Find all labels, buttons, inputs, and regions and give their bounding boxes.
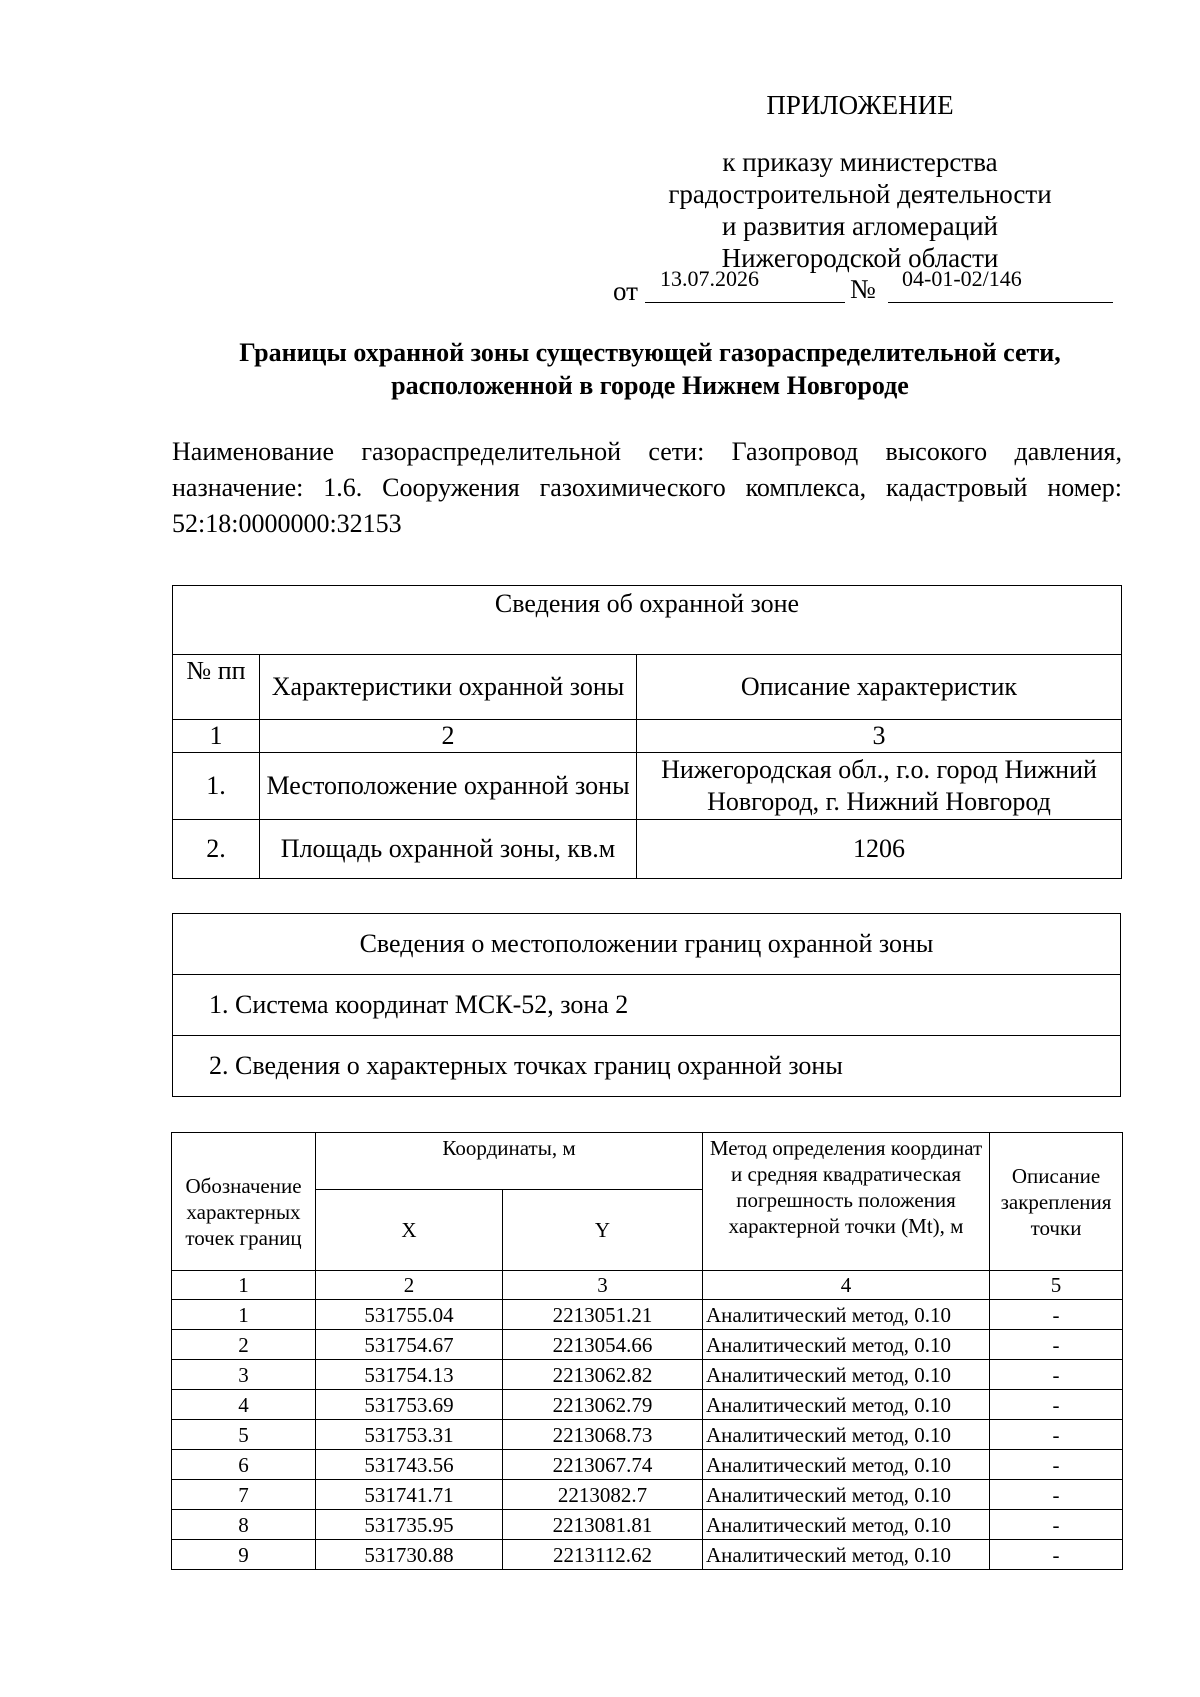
- x-cell: 531754.13: [316, 1360, 503, 1390]
- table-row: [172, 1300, 1123, 1330]
- y-cell: 2213062.79: [503, 1390, 703, 1420]
- points-info-item: 2. Сведения о характерных точках границ охранной зоны: [173, 1036, 1121, 1097]
- method-cell: Аналитический метод, 0.10: [703, 1300, 990, 1330]
- point-cell: 3: [172, 1360, 316, 1390]
- document-title: [120, 336, 1180, 402]
- x-cell: 531735.95: [316, 1510, 503, 1540]
- point-cell: 9: [172, 1540, 316, 1570]
- point-cell: 5: [172, 1420, 316, 1450]
- column-number: 1: [172, 1271, 316, 1300]
- x-cell: 531755.04: [316, 1300, 503, 1330]
- table-row: [172, 1360, 1123, 1390]
- method-header: Метод определения координат и средняя квадратическая погрешность положения характерной точки (Mt), м: [703, 1133, 990, 1271]
- column-number: 5: [990, 1271, 1123, 1300]
- column-number: 1: [173, 720, 260, 753]
- column-number: 3: [503, 1271, 703, 1300]
- title-line: Границы охранной зоны существующей газораспределительной сети,: [239, 338, 1061, 367]
- column-number: 2: [260, 720, 637, 753]
- x-cell: 531730.88: [316, 1540, 503, 1570]
- column-number: 4: [703, 1271, 990, 1300]
- method-cell: Аналитический метод, 0.10: [703, 1390, 990, 1420]
- column-number: 2: [316, 1271, 503, 1300]
- location-table: [172, 913, 1121, 1097]
- point-cell: 8: [172, 1510, 316, 1540]
- fixing-cell: -: [990, 1390, 1123, 1420]
- method-cell: Аналитический метод, 0.10: [703, 1420, 990, 1450]
- point-cell: 6: [172, 1450, 316, 1480]
- method-cell: Аналитический метод, 0.10: [703, 1330, 990, 1360]
- point-cell: 7: [172, 1480, 316, 1510]
- fixing-cell: -: [990, 1300, 1123, 1330]
- order-line: и развития агломераций: [721, 211, 998, 241]
- fixing-cell: -: [990, 1330, 1123, 1360]
- x-cell: 531753.69: [316, 1390, 503, 1420]
- characteristic-cell: Площадь охранной зоны, кв.м: [260, 820, 637, 879]
- number-label: №: [850, 274, 876, 304]
- y-cell: 2213051.21: [503, 1300, 703, 1330]
- fixing-header: Описание закрепления точки: [990, 1133, 1123, 1271]
- table-row: [172, 1510, 1123, 1540]
- x-cell: 531753.31: [316, 1420, 503, 1450]
- y-cell: 2213067.74: [503, 1450, 703, 1480]
- points-table: [171, 1132, 1123, 1570]
- date-label: от: [613, 276, 638, 306]
- designation-header: Обозначение характерных точек границ: [172, 1133, 316, 1271]
- table-row: [172, 1390, 1123, 1420]
- table-row: [172, 1420, 1123, 1450]
- order-reference: [600, 146, 1120, 274]
- fixing-cell: -: [990, 1420, 1123, 1450]
- method-cell: Аналитический метод, 0.10: [703, 1510, 990, 1540]
- order-line: к приказу министерства: [722, 147, 998, 177]
- fixing-cell: -: [990, 1480, 1123, 1510]
- order-number: 04-01-02/146: [902, 266, 1022, 291]
- column-header: № пп: [173, 655, 260, 720]
- point-cell: 1: [172, 1300, 316, 1330]
- y-header: Y: [503, 1190, 703, 1271]
- table-row: [172, 1540, 1123, 1570]
- description-cell: 1206: [637, 820, 1122, 879]
- title-line: расположенной в городе Нижнем Новгороде: [391, 371, 909, 400]
- network-description: Наименование газораспределительной сети: Газопровод высокого давления, назначение: 1.6. Сооружения газохимического комплекса, кадастровый номер: 52:18:0000000:32153: [172, 437, 1122, 538]
- method-cell: Аналитический метод, 0.10: [703, 1450, 990, 1480]
- x-cell: 531741.71: [316, 1480, 503, 1510]
- point-cell: 2: [172, 1330, 316, 1360]
- column-number: 3: [637, 720, 1122, 753]
- location-heading: Сведения о местоположении границ охранной зоны: [173, 914, 1121, 975]
- y-cell: 2213062.82: [503, 1360, 703, 1390]
- table-row: [172, 1480, 1123, 1510]
- method-cell: Аналитический метод, 0.10: [703, 1480, 990, 1510]
- appendix-title: ПРИЛОЖЕНИЕ: [766, 90, 954, 120]
- y-cell: 2213068.73: [503, 1420, 703, 1450]
- coordinate-system-item: 1. Система координат МСК-52, зона 2: [173, 975, 1121, 1036]
- zone-info-heading: Сведения об охранной зоне: [173, 586, 1122, 655]
- table-row: [172, 1450, 1123, 1480]
- column-header: Характеристики охранной зоны: [260, 655, 637, 720]
- x-cell: 531743.56: [316, 1450, 503, 1480]
- column-header: Описание характеристик: [637, 655, 1122, 720]
- y-cell: 2213112.62: [503, 1540, 703, 1570]
- fixing-cell: -: [990, 1360, 1123, 1390]
- table-row: [172, 1330, 1123, 1360]
- method-cell: Аналитический метод, 0.10: [703, 1540, 990, 1570]
- point-cell: 4: [172, 1390, 316, 1420]
- coordinates-header: Координаты, м: [316, 1133, 703, 1190]
- row-number: 1.: [173, 753, 260, 820]
- fixing-cell: -: [990, 1540, 1123, 1570]
- y-cell: 2213081.81: [503, 1510, 703, 1540]
- fixing-cell: -: [990, 1450, 1123, 1480]
- characteristic-cell: Местоположение охранной зоны: [260, 753, 637, 820]
- y-cell: 2213082.7: [503, 1480, 703, 1510]
- order-line: Нижегородской области: [721, 243, 999, 273]
- x-header: X: [316, 1190, 503, 1271]
- row-number: 2.: [173, 820, 260, 879]
- method-cell: Аналитический метод, 0.10: [703, 1360, 990, 1390]
- zone-info-table: [172, 585, 1122, 879]
- order-date: 13.07.2026: [660, 266, 759, 291]
- y-cell: 2213054.66: [503, 1330, 703, 1360]
- order-line: градостроительной деятельности: [668, 179, 1052, 209]
- x-cell: 531754.67: [316, 1330, 503, 1360]
- description-cell: Нижегородская обл., г.о. город Нижний Новгород, г. Нижний Новгород: [637, 753, 1122, 820]
- fixing-cell: -: [990, 1510, 1123, 1540]
